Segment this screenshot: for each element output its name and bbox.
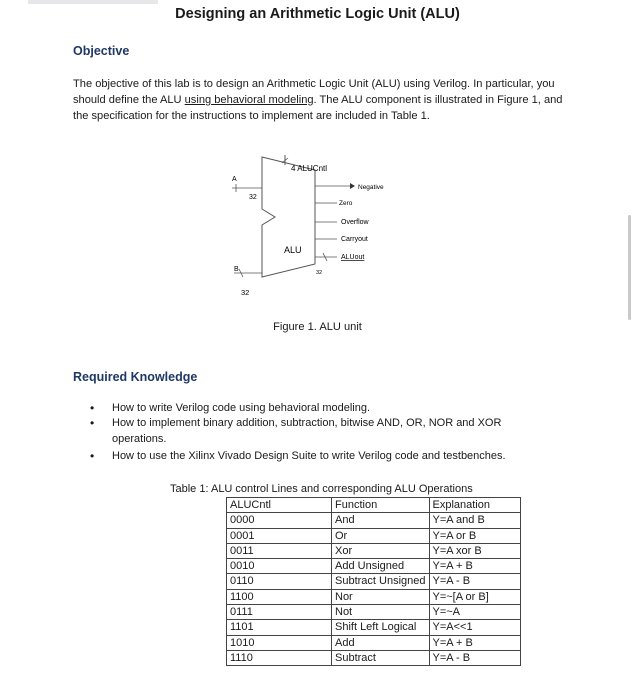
overflow-label: Overflow <box>341 219 369 226</box>
objective-text-start: The objective of this lab is to design an Arithmetic Logic Unit (ALU) using Verilog. In particular, you should define the ALU <box>73 78 555 106</box>
cell-function: And <box>332 513 430 528</box>
table-row <box>227 620 521 635</box>
cell-explanation: Y=A - B <box>429 574 520 589</box>
alu-block <box>262 157 315 277</box>
cell-alucntl: 1010 <box>227 635 332 650</box>
input-a-label: A <box>232 176 237 183</box>
cell-function: Nor <box>332 589 430 604</box>
cell-alucntl: 1100 <box>227 589 332 604</box>
cell-function: Xor <box>332 543 430 558</box>
alu-label: ALU <box>284 245 302 255</box>
list-item: • How to implement binary addition, subtraction, bitwise AND, OR, NOR and XOR operations. <box>88 416 548 447</box>
cell-alucntl: 0010 <box>227 559 332 574</box>
objective-paragraph <box>73 76 578 124</box>
top-edge-bar <box>28 0 158 4</box>
page-title: Designing an Arithmetic Logic Unit (ALU) <box>175 6 460 22</box>
cell-alucntl: 0001 <box>227 528 332 543</box>
knowledge-list <box>88 401 548 464</box>
header-function: Function <box>332 498 430 513</box>
table-row <box>227 635 521 650</box>
cell-explanation: Y=A and B <box>429 513 520 528</box>
cell-function: Subtract <box>332 650 430 665</box>
cell-explanation: Y=A + B <box>429 559 520 574</box>
cell-alucntl: 0011 <box>227 543 332 558</box>
table-row <box>227 589 521 604</box>
alu-operations-table <box>226 497 521 666</box>
table-row <box>227 543 521 558</box>
cell-alucntl: 1101 <box>227 620 332 635</box>
cell-explanation: Y=~A <box>429 605 520 620</box>
cell-explanation: Y=A + B <box>429 635 520 650</box>
zero-label: Zero <box>339 200 353 207</box>
cell-function: Not <box>332 605 430 620</box>
cell-function: Add Unsigned <box>332 559 430 574</box>
aluout-label: ALUout <box>341 254 365 261</box>
cell-explanation: Y=A - B <box>429 650 520 665</box>
cell-alucntl: 0111 <box>227 605 332 620</box>
negative-label: Negative <box>358 184 384 191</box>
table-caption: Table 1: ALU control Lines and corresponding ALU Operations <box>170 483 473 495</box>
header-alucntl: ALUCntl <box>227 498 332 513</box>
table-row <box>227 574 521 589</box>
scrollbar[interactable] <box>628 215 631 320</box>
list-item: • How to use the Xilinx Vivado Design Suite to write Verilog code and testbenches. <box>88 449 548 464</box>
objective-text-end: . The ALU component is illustrated in Figure 1, and the specification for the instructions to implement are included in Table 1. <box>73 94 563 122</box>
aluout-width: 32 <box>316 270 323 276</box>
behavioral-modeling-link: using behavioral modeling <box>184 94 314 106</box>
cell-function: Or <box>332 528 430 543</box>
cell-alucntl: 0000 <box>227 513 332 528</box>
cell-explanation: Y=A xor B <box>429 543 520 558</box>
table-row <box>227 528 521 543</box>
cell-function: Subtract Unsigned <box>332 574 430 589</box>
control-label: 4 ALUCntl <box>291 164 328 173</box>
table-row <box>227 650 521 665</box>
required-knowledge-heading: Required Knowledge <box>73 370 198 384</box>
cell-explanation: Y=~[A or B] <box>429 589 520 604</box>
carryout-label: Carryout <box>341 236 368 243</box>
cell-function: Add <box>332 635 430 650</box>
table-row <box>227 605 521 620</box>
negative-arrow <box>350 183 355 189</box>
cell-explanation: Y=A<<1 <box>429 620 520 635</box>
input-a-width: 32 <box>249 194 257 201</box>
figure-caption: Figure 1. ALU unit <box>273 321 362 333</box>
cell-alucntl: 1110 <box>227 650 332 665</box>
alu-figure <box>220 152 400 302</box>
input-b-label: B <box>234 266 239 273</box>
objective-heading: Objective <box>73 44 130 58</box>
cell-function: Shift Left Logical <box>332 620 430 635</box>
cell-explanation: Y=A or B <box>429 528 520 543</box>
list-item: • How to write Verilog code using behavioral modeling. <box>88 401 548 416</box>
input-b-width: 32 <box>241 288 250 297</box>
table-row <box>227 559 521 574</box>
table-header-row <box>227 498 521 513</box>
header-explanation: Explanation <box>429 498 520 513</box>
table-row <box>227 513 521 528</box>
cell-alucntl: 0110 <box>227 574 332 589</box>
